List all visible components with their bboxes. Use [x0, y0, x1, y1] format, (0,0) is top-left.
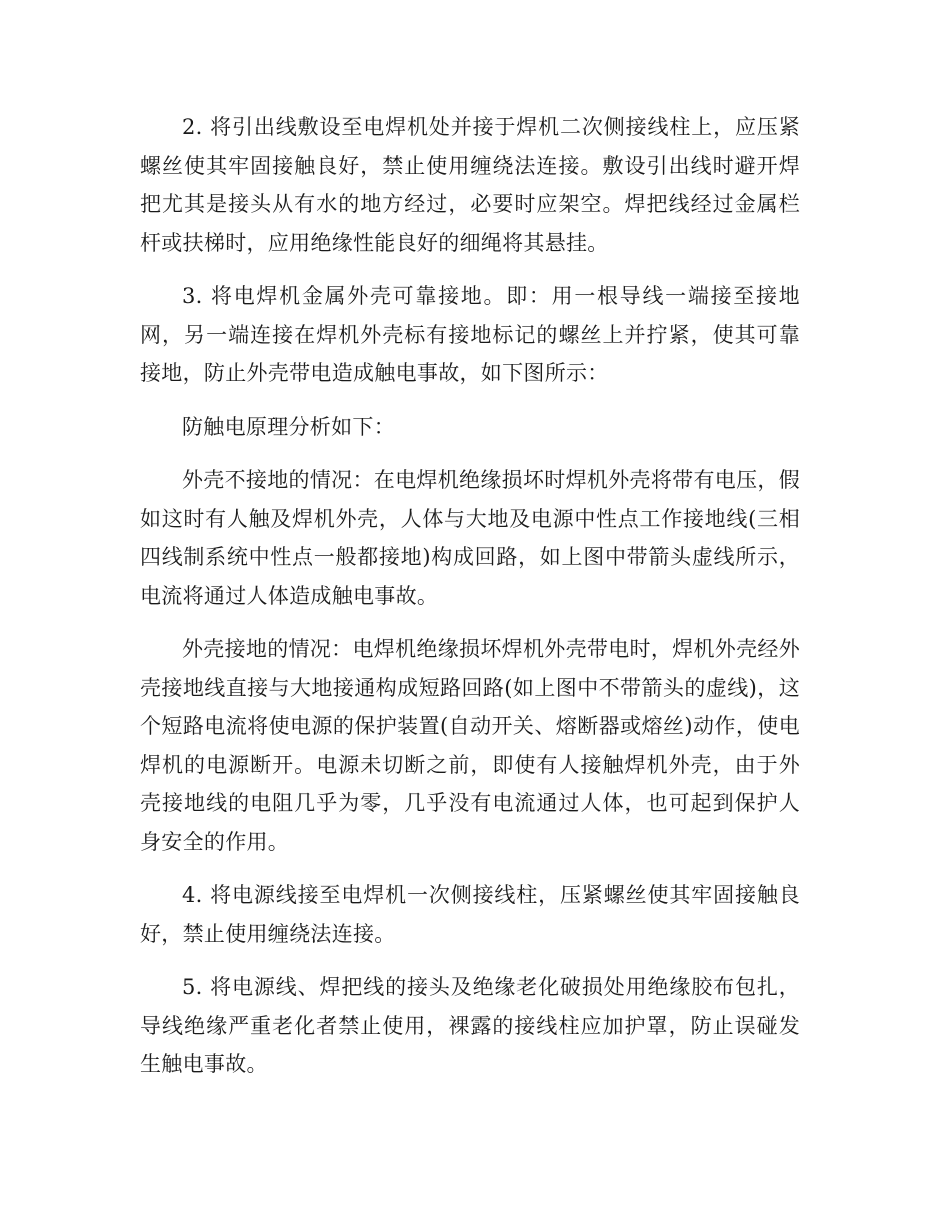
- document-body: [140, 108, 800, 1099]
- paragraph-step-2: 2. 将引出线敷设至电焊机处并接于焊机二次侧接线柱上，应压紧螺丝使其牢固接触良好，禁止使用缠绕法连接。敷设引出线时避开焊把尤其是接头从有水的地方经过，必要时应架空。焊把线经过金属栏杆或扶梯时，应用绝缘性能良好的细绳将其悬挂。: [140, 115, 800, 255]
- paragraph-step-5: 5. 将电源线、焊把线的接头及绝缘老化破损处用绝缘胶布包扎，导线绝缘严重老化者禁止使用，裸露的接线柱应加护罩，防止误碰发生触电事故。: [140, 975, 800, 1076]
- paragraph-step-3: 3. 将电焊机金属外壳可靠接地。即：用一根导线一端接至接地网，另一端连接在焊机外壳标有接地标记的螺丝上并拧紧，使其可靠接地，防止外壳带电造成触电事故，如下图所示：: [140, 284, 800, 385]
- paragraph-analysis-intro: 防触电原理分析如下：: [182, 414, 395, 439]
- paragraph-step-4: 4. 将电源线接至电焊机一次侧接线柱，压紧螺丝使其牢固接触良好，禁止使用缠绕法连接。: [140, 883, 800, 946]
- paragraph-grounded-case: 外壳接地的情况：电焊机绝缘损坏焊机外壳带电时，焊机外壳经外壳接地线直接与大地接通构成短路回路(如上图中不带箭头的虚线)，这个短路电流将使电源的保护装置(自动开关、熔断器或熔丝)动作，使电焊机的电源断开。电源未切断之前，即使有人接触焊机外壳，由于外壳接地线的电阻几乎为零，几乎没有电流通过人体，也可起到保护人身安全的作用。: [140, 637, 800, 854]
- paragraph-ungrounded-case: 外壳不接地的情况：在电焊机绝缘损坏时焊机外壳将带有电压，假如这时有人触及焊机外壳，人体与大地及电源中性点工作接地线(三相四线制系统中性点一般都接地)构成回路，如上图中带箭头虚线所示，电流将通过人体造成触电事故。: [140, 468, 800, 608]
